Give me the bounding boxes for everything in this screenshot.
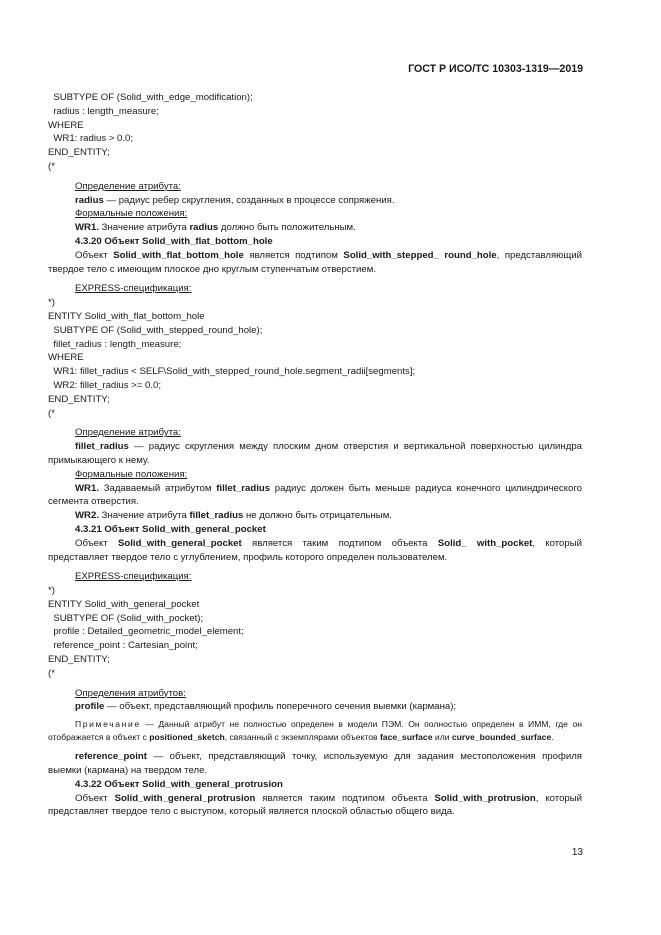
- rule-wr1: WR1. Задаваемый атрибутом fillet_radius радиус должен быть меньше радиуса конечного цилиндрического сегмента отверстия.: [48, 482, 582, 508]
- code-line: SUBTYPE OF (Solid_with_stepped_round_hole);: [48, 324, 263, 336]
- code-line: WR1: radius > 0.0;: [48, 133, 134, 145]
- code-line: SUBTYPE OF (Solid_with_pocket);: [48, 612, 204, 624]
- code-line: SUBTYPE OF (Solid_with_edge_modification);: [48, 92, 253, 103]
- code-line: (*: [48, 160, 55, 172]
- formal-heading: Формальные положения:: [75, 208, 188, 220]
- code-line: WHERE: [48, 119, 84, 131]
- code-block-general-pocket: [48, 584, 582, 681]
- attr-definition: fillet_radius — радиус скругления между плоским дном отверстия и вертикальной поверхностью цилиндра примыкающего к нему.: [48, 441, 582, 466]
- code-block-flat-bottom-hole: [48, 296, 582, 420]
- note-label: Примечание: [75, 719, 141, 730]
- formal-heading: Формальные положения:: [75, 468, 188, 480]
- code-line: END_ENTITY;: [48, 654, 110, 666]
- express-heading: EXPRESS-спецификация:: [75, 571, 192, 583]
- document-header: ГОСТ Р ИСО/ТС 10303-1319—2019: [408, 63, 583, 75]
- section-paragraph: Объект Solid_with_general_pocket является таким подтипом объекта Solid_ with_pocket, который представляет твердое тело с углублением, профиль которого определен пользователем.: [48, 537, 582, 563]
- code-line: fillet_radius : length_measure;: [48, 338, 182, 350]
- code-line: (*: [48, 667, 55, 679]
- section-paragraph: Объект Solid_with_flat_bottom_hole является подтипом Solid_with_stepped_ round_hole, представляющий твердое тело с имеющим плоское дно круглым ступенчатым отверстием.: [48, 249, 582, 275]
- rule-wr1: WR1. Значение атрибута radius должно быть положительным.: [75, 222, 356, 234]
- page-number: 13: [571, 847, 583, 858]
- code-line: (*: [48, 407, 55, 419]
- code-line: ENTITY Solid_with_flat_bottom_hole: [48, 310, 205, 322]
- attr-definition-profile: profile — объект, представляющий профиль поперечного сечения выемки (кармана);: [75, 701, 457, 713]
- attr-heading: Определение атрибута:: [75, 180, 181, 192]
- attr-heading: Определение атрибута:: [75, 427, 181, 439]
- code-line: *): [48, 297, 55, 309]
- section-heading-4-3-21: 4.3.21 Объект Solid_with_general_pocket: [75, 523, 266, 535]
- express-heading: EXPRESS-спецификация:: [75, 283, 192, 295]
- attr-definition: radius — радиус ребер скругления, созданных в процессе сопряжения.: [75, 194, 395, 206]
- code-line: profile : Detailed_geometric_model_element;: [48, 626, 244, 638]
- code-line: WR2: fillet_radius >= 0.0;: [48, 379, 162, 391]
- attr-heading: Определения атрибутов:: [75, 687, 186, 699]
- section-heading-4-3-22: 4.3.22 Объект Solid_with_general_protrusion: [75, 778, 283, 790]
- code-line: *): [48, 585, 55, 597]
- page-content: [48, 91, 582, 819]
- code-block-edge-modification: [48, 91, 582, 174]
- section-heading-4-3-20: 4.3.20 Объект Solid_with_flat_bottom_hole: [75, 235, 273, 247]
- code-line: radius : length_measure;: [48, 105, 159, 117]
- code-line: reference_point : Cartesian_point;: [48, 640, 198, 652]
- code-line: ENTITY Solid_with_general_pocket: [48, 598, 200, 610]
- code-line: WR1: fillet_radius < SELF\Solid_with_stepped_round_hole.segment_radii[segments];: [48, 366, 416, 378]
- attr-definition-reference-point: reference_point — объект, представляющий точку, используемую для задания местоположения профиля выемки (кармана) на твердом теле.: [48, 751, 582, 777]
- code-line: END_ENTITY;: [48, 393, 110, 405]
- code-line: WHERE: [48, 352, 84, 364]
- section-paragraph: Объект Solid_with_general_protrusion является таким подтипом объекта Solid_with_protrusion, который представляет твердое тело с выступом, который является плоской областью общего вида.: [48, 792, 582, 818]
- code-line: END_ENTITY;: [48, 147, 110, 159]
- rule-wr2: WR2. Значение атрибута fillet_radius не должно быть отрицательным.: [75, 510, 392, 522]
- note-paragraph: Примечание — Данный атрибут не полностью определен в модели ПЭМ. Он полностью определен в ИММ, где он отображается в объект с positioned_sketch, связанный с экземплярами объектов face_surface или curve_bounded_surface.: [48, 719, 582, 743]
